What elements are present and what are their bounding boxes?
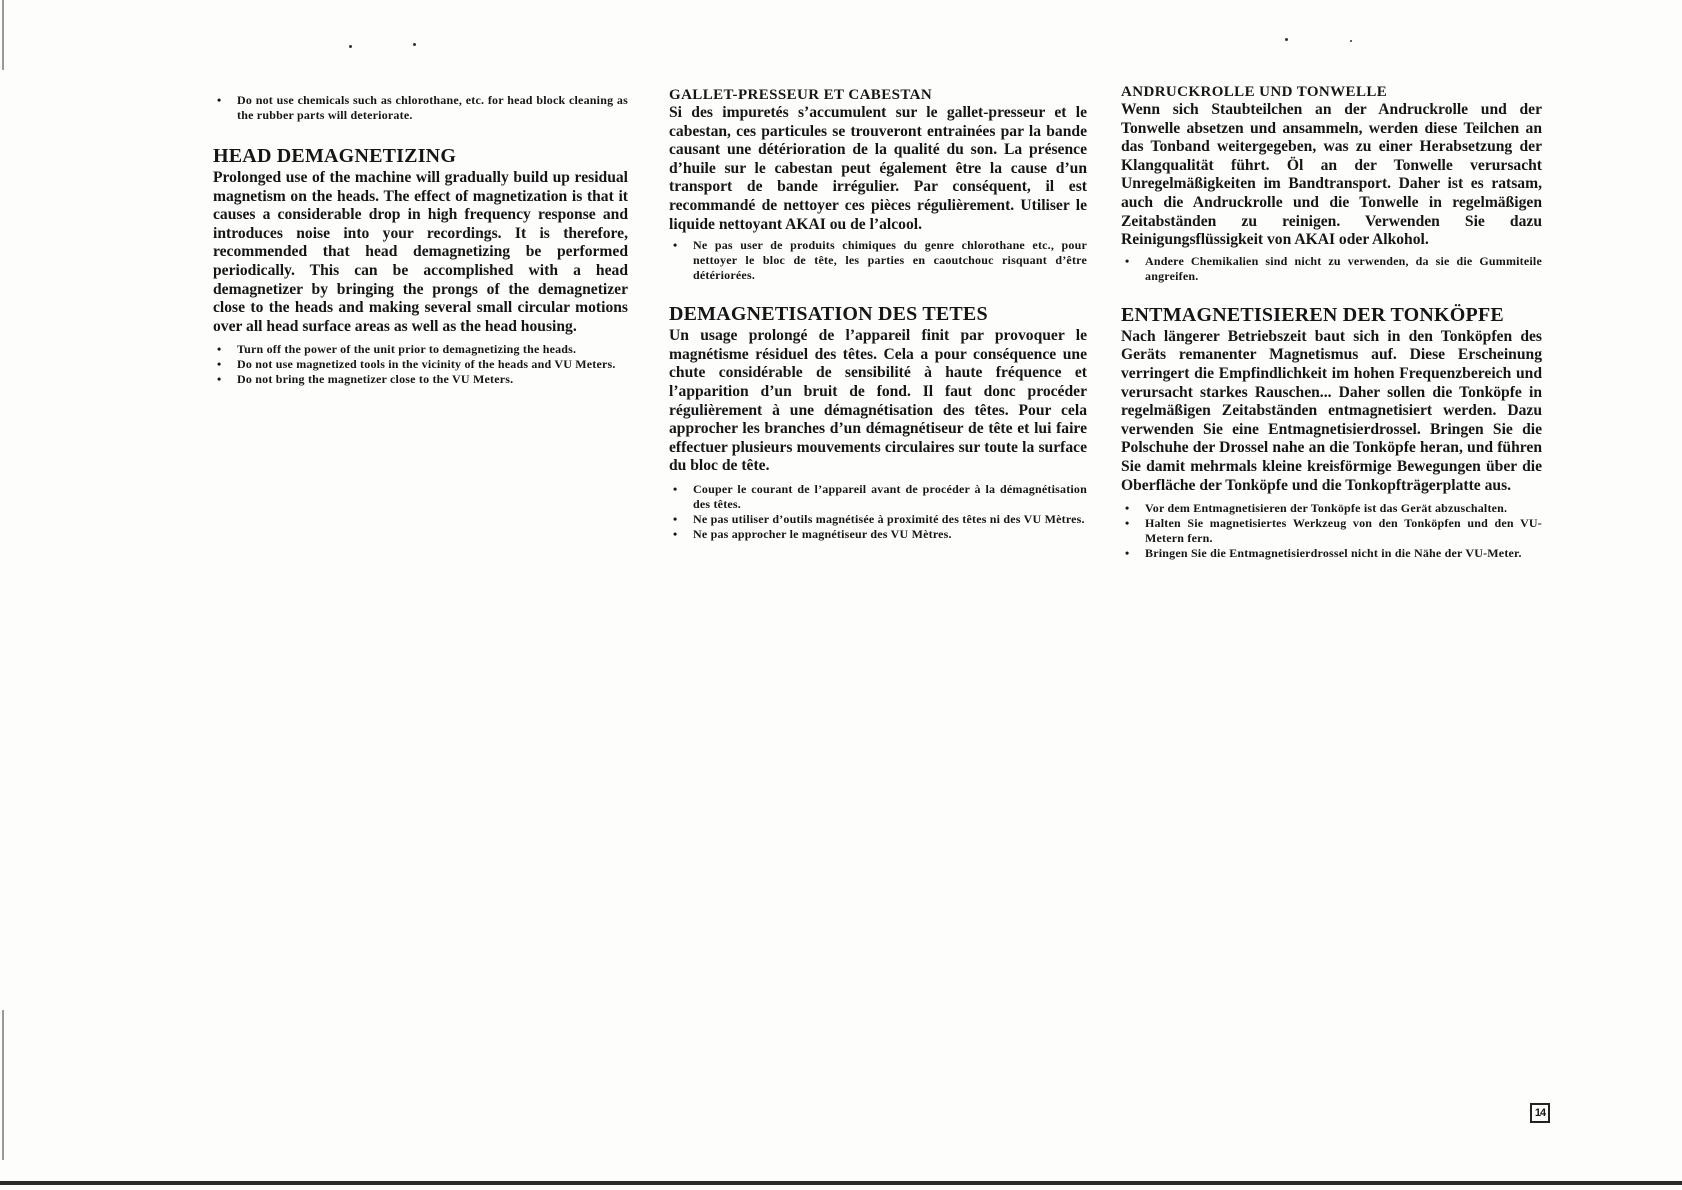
german-note-2: • Halten Sie magnetisiertes Werkzeug von den Tonköpfen und den VU-Metern fern.	[1121, 516, 1542, 546]
french-subtitle: GALLET-PRESSEUR ET CABESTAN	[669, 87, 933, 103]
page-number: 14	[1530, 1103, 1550, 1123]
german-subtitle-body: Wenn sich Staubteilchen an der Andruckrolle und der Tonwelle absetzen und ansammeln, werden diese Teilchen an das Tonband weitergegeben, was zu einer Herabsetzung der Klangqualität führt. Öl an der Tonwelle verursacht Unregelmäßigkeiten im Bandtransport. Daher ist es ratsam, auch die Andruckrolle und die Tonwelle in regelmäßigen Zeitabständen zu reinigen. Verwenden Sie dazu Reinigungsflüssigkeit von AKAI oder Alkohol.	[1121, 101, 1542, 249]
scan-speck	[349, 45, 352, 48]
bottom-scan-edge	[0, 1181, 1682, 1185]
german-notes	[1121, 501, 1542, 561]
french-body: Un usage prolongé de l’appareil finit par provoquer le magnétisme résiduel des têtes. Cela a pour conséquence une chute considérable de sensibilité à haute fréquence et l’apparition d’un bruit de fond. Il faut donc procéder régulièrement à une démagnétisation des têtes. Pour cela approcher les branches d’un démagnétiseur de tête et lui faire effectuer plusieurs mouvements circulaires sur toute la surface du bloc de tête.	[669, 327, 1087, 475]
english-body: Prolonged use of the machine will gradually build up residual magnetism on the heads. The effect of magnetization is that it causes a considerable drop in high frequency response and introduces noise into your recordings. It is therefore, recommended that head demagnetizing be performed periodically. This can be accomplished with a head demagnetizer by bringing the prongs of the demagnetizer close to the heads and making several small circular motions over all head surface areas as well as the head housing.	[213, 169, 628, 335]
scan-speck	[413, 43, 416, 46]
german-column	[1121, 86, 1542, 561]
german-note-3: • Bringen Sie die Entmagnetisierdrossel nicht in die Nähe der VU-Meter.	[1121, 546, 1542, 561]
english-notes	[213, 342, 628, 387]
english-section-title: HEAD DEMAGNETIZING	[213, 145, 457, 167]
french-subtitle-note: • Ne pas user de produits chimiques du genre chlorothane etc., pour nettoyer le bloc de tête, les parties en caoutchouc risquant d’être détériorées.	[669, 238, 1087, 283]
german-subtitle-note-list	[1121, 254, 1542, 284]
english-top-note: • Do not use chemicals such as chlorothane, etc. for head block cleaning as the rubber parts will deteriorate.	[213, 93, 628, 123]
english-top-note-list	[213, 93, 628, 123]
french-note-2: • Ne pas utiliser d’outils magnétisée à proximité des têtes ni des VU Mètres.	[669, 512, 1087, 527]
german-subtitle-note: • Andere Chemikalien sind nicht zu verwenden, da sie die Gummiteile angreifen.	[1121, 254, 1542, 284]
french-note-3: • Ne pas approcher le magnétiseur des VU Mètres.	[669, 527, 1087, 542]
english-column	[213, 86, 628, 387]
scan-speck	[1285, 38, 1288, 41]
french-note-1: • Couper le courant de l’appareil avant de procéder à la démagnétisation des têtes.	[669, 482, 1087, 512]
german-body: Nach längerer Betriebszeit baut sich in den Tonköpfen des Geräts remanenter Magnetismus auf. Diese Erscheinung verringert die Empfindlichkeit im hohen Frequenzbereich und verursacht starkes Rauschen... Daher sollen die Tonköpfe in regelmäßigen Zeitabständen entmagnetisiert werden. Dazu verwenden Sie eine Entmagnetisierdrossel. Bringen Sie die Polschuhe der Drossel nahe an die Tonköpfe heran, und führen Sie damit mehrmals kleine kreisförmige Bewegungen über die Oberfläche der Tonköpfe und die Tonkopfträgerplatte aus.	[1121, 327, 1542, 494]
german-section-title: ENTMAGNETISIEREN DER TONKÖPFE	[1121, 303, 1504, 326]
english-note-2: • Do not use magnetized tools in the vicinity of the heads and VU Meters.	[213, 357, 628, 372]
french-subtitle-body: Si des impuretés s’accumulent sur le gallet-presseur et le cabestan, ces particules se trouveront entrainées par la bande causant une détérioration de la qualité du son. La présence d’huile sur le cabestan peut également être la cause d’un transport de bande irrégulier. Par conséquent, il est recommandé de nettoyer ces pièces régulièrement. Utiliser le liquide nettoyant AKAI ou de l’alcool.	[669, 104, 1087, 233]
german-subtitle: ANDRUCKROLLE UND TONWELLE	[1121, 84, 1388, 100]
french-column	[669, 86, 1087, 542]
german-note-1: • Vor dem Entmagnetisieren der Tonköpfe ist das Gerät abzuschalten.	[1121, 501, 1542, 516]
scan-speck	[1350, 40, 1352, 42]
left-scan-edge-top	[2, 0, 4, 70]
english-note-1: • Turn off the power of the unit prior to demagnetizing the heads.	[213, 342, 628, 357]
left-scan-edge-bottom	[2, 1010, 4, 1160]
french-notes	[669, 482, 1087, 542]
english-note-3: • Do not bring the magnetizer close to the VU Meters.	[213, 372, 628, 387]
french-section-title: DEMAGNETISATION DES TETES	[669, 303, 988, 326]
french-subtitle-note-list	[669, 238, 1087, 283]
